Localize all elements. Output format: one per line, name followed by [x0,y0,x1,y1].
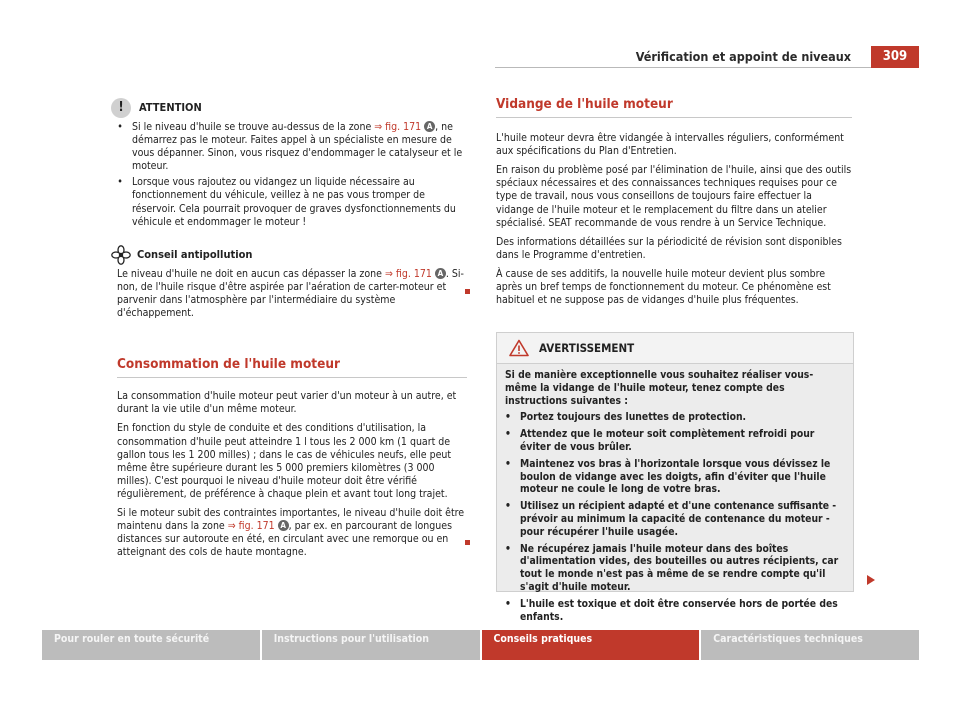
warning-box [496,332,854,623]
header-rule [495,67,871,68]
header-title: Vérification et appoint de niveaux [635,49,851,64]
footer-tab-instructions[interactable]: Instructions pour l'utilisation [262,630,480,660]
consumption-paragraph: La consommation d'huile moteur peut varier d'un moteur à un autre, et durant la vie utile d'un même moteur. [117,390,457,416]
warning-triangle-icon [509,339,529,357]
warning-bullet: • L'huile est toxique et doit être conservée hors de portée des enfants. [505,597,838,623]
consumption-title: Consommation de l'huile moteur [117,358,467,378]
consumption-paragraph: Si le moteur subit des contraintes importantes, le niveau d'huile doit être maintenu dans la zone ⇒ fig. 171 A , par ex. en parcourant de longues distances sur autoroute en été, en circulant avec une remorque ou en atteignant des cols de haute montagne. [117,506,465,559]
footer-tab-practical-tips[interactable]: Conseils pratiques [482,630,700,660]
consumption-paragraph: En fonction du style de conduite et des conditions d'utilisation, la consommation d'huile peut atteindre 1 l tous les 2 000 km (1 quart de gallon tous les 1 200 milles) ; dans le cas de véhicules neufs, elle peut même être supérieure durant les 5 000 premiers kilomètres (3 000 milles). C'est pourquoi le niveau d'huile moteur doit être vérifié régulièrement, de préférence à chaque plein et avant tout long trajet. [117,422,452,500]
zone-a-marker: A [424,121,435,132]
warning-body [497,364,853,623]
warning-bullet: • Maintenez vos bras à l'horizontale lorsque vous dévissez le boulon de vidange avec les doigts, afin d'éviter que l'huile moteur ne coule le long de votre bras. [505,457,831,496]
warning-bullet: • Attendez que le moteur soit complètement refroidi pour éviter de vous brûler. [505,428,815,453]
warning-title: AVERTISSEMENT [539,341,635,355]
attention-heading [111,98,467,118]
oil-change-paragraph: En raison du problème posé par l'élimination de l'huile, ainsi que des outils spéciaux nécessaires et des connaissances techniques requises pour ce type de travail, nous vous conseillons de toujours faire effectuer la vidange de l'huile moteur et le remplacement du filtre dans un atelier spécialisé. SEAT recommande de vous rendre à un Service Technique. [496,164,852,229]
warning-heading [497,333,853,364]
figure-link[interactable]: ⇒ fig. 171 [227,520,275,533]
warning-bullet: • Ne récupérez jamais l'huile moteur dans des boîtes d'alimentation vides, des bouteilles ou autres récipients, car tout le monde n'est pas à même de se rendre compte qu'il s'agit d'huile moteur. [505,542,839,593]
warning-bullet: • Portez toujours des lunettes de protection. [505,411,747,424]
zone-a-marker: A [278,520,289,531]
oil-change-paragraph: À cause de ses additifs, la nouvelle huile moteur devient plus sombre après un bref temps de fonctionnement du moteur. Ce phénomène est habituel et ne suppose pas de vidanges d'huile plus fréquentes. [496,267,831,307]
right-column [496,98,852,313]
flower-icon [111,245,131,265]
section-end-marker [465,540,470,545]
attention-title: ATTENTION [139,101,202,115]
figure-link[interactable]: ⇒ fig. 171 [374,121,422,133]
oil-change-paragraph: Des informations détaillées sur la périodicité de révision sont disponibles dans le Programme d'entretien. [496,235,842,261]
page-header [0,0,960,72]
eco-tip-heading [111,245,467,265]
oil-change-paragraph: L'huile moteur devra être vidangée à intervalles réguliers, conformément aux spécifications du Plan d'Entretien. [496,132,844,158]
section-end-marker [465,289,470,294]
warning-bullet: • Utilisez un récipient adapté et d'une contenance suffisante - prévoir au minimum la capacité de contenance du moteur - pour récupérer l'huile usagée. [505,500,837,538]
footer-nav [42,630,919,660]
continue-arrow-icon [867,575,875,585]
warning-intro: Si de manière exceptionnelle vous souhaitez réaliser vous-même la vidange de l'huile moteur, tenez compte des instructions suivantes : [505,369,814,407]
eco-tip-title: Conseil antipollution [137,248,253,262]
exclamation-icon: ! [111,98,131,118]
left-column [117,98,467,565]
eco-tip-text: Le niveau d'huile ne doit en aucun cas dépasser la zone ⇒ fig. 171 A . Sinon, de l'huile risque d'être aspirée par l'aération de carter-moteur et parvenir dans l'atmosphère par l'intermédiaire du système d'échappement. [117,267,464,320]
footer-tab-safety[interactable]: Pour rouler en toute sécurité [42,630,260,660]
page-number: 309 [871,46,919,68]
figure-link[interactable]: ⇒ fig. 171 [384,267,432,280]
attention-bullet: • Lorsque vous rajoutez ou vidangez un liquide nécessaire au fonctionnement du véhicule, veillez à ne pas vous tromper de réservoir. Cela pourrait provoquer de graves dysfonctionnements du véhicule et endommager le moteur ! [117,176,456,228]
attention-bullet: • Si le niveau d'huile se trouve au-dessus de la zone ⇒ fig. 171 A , ne démarrez pas le moteur. Faites appel à un spécialiste en mesure de vous dépanner. Sinon, vous risquez d'endommager le catalyseur et le moteur. [117,121,463,173]
footer-tab-technical[interactable]: Caractéristiques techniques [701,630,919,660]
bullet-dot: • [117,121,123,133]
oil-change-title: Vidange de l'huile moteur [496,98,852,118]
zone-a-marker: A [435,268,446,279]
bullet-dot: • [117,176,123,189]
